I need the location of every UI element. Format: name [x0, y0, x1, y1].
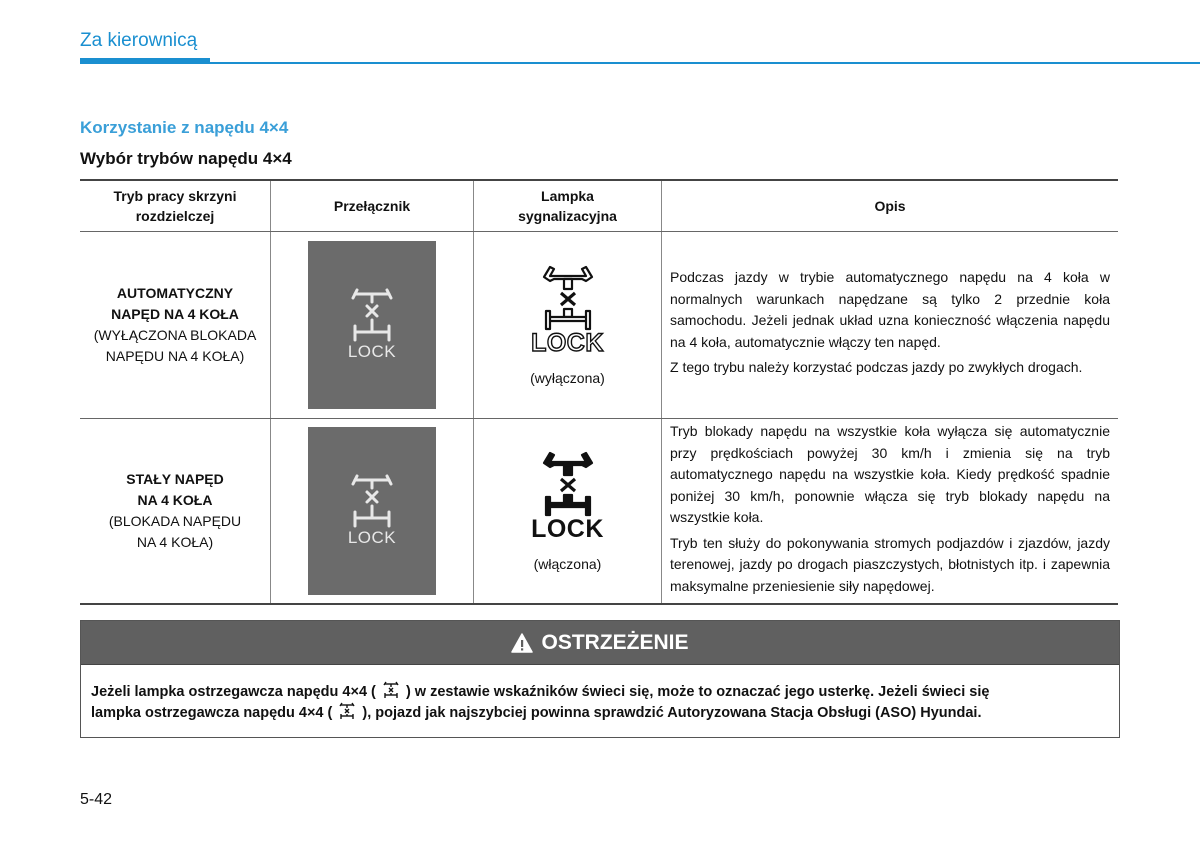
warning-text-part: Jeżeli lampka ostrzegawcza napędu 4×4 (	[91, 684, 376, 700]
header-switch: Przełącznik	[271, 180, 474, 232]
lamp-caption: (włączona)	[533, 555, 602, 572]
section-title: Korzystanie z napędu 4×4	[80, 118, 289, 137]
4wd-lock-indicator-icon	[542, 265, 594, 331]
header-rule-accent	[80, 58, 210, 64]
warning-header	[81, 621, 1119, 665]
page-number: 5-42	[80, 791, 113, 808]
4wd-warning-icon	[383, 681, 399, 699]
subsection-title: Wybór trybów napędu 4×4	[80, 149, 292, 168]
drive-modes-table	[80, 179, 1118, 605]
lamp-lock-label: LOCK	[531, 328, 604, 357]
running-header: Za kierownicą	[80, 30, 198, 51]
mode-sub-line1: (WYŁĄCZONA BLOKADA	[93, 327, 257, 343]
4wd-warning-icon	[339, 702, 355, 720]
switch-cell	[271, 419, 474, 605]
warning-title: OSTRZEŻENIE	[541, 630, 689, 654]
header-lamp	[474, 180, 662, 232]
header-lamp-line1: Lampka	[541, 188, 594, 204]
warning-box	[80, 620, 1120, 738]
mode-name-line1: AUTOMATYCZNY	[116, 285, 234, 301]
header-mode	[80, 180, 271, 232]
table-row	[80, 419, 1118, 605]
desc-cell	[662, 232, 1119, 419]
warning-text-part: ) w zestawie wskaźników świeci się, może to oznaczać jego usterkę. Jeżeli świeci się	[405, 684, 990, 700]
4wd-lock-switch	[308, 427, 436, 595]
warning-text-part: lampka ostrzegawcza napędu 4×4 (	[91, 705, 333, 721]
table-row	[80, 232, 1118, 419]
header-mode-line1: Tryb pracy skrzyni	[113, 188, 237, 204]
desc-paragraph: Tryb blokady napędu na wszystkie koła wyłącza się automatycznie przy prędkościach powyżej 30 km/h i zmienia się na tryb automatycznego napędu na wszystkie koła. Kiedy prędkość spadnie poniżej 30 km/h, ponownie włącza się tryb blokady napędu na wszystkie koła.	[670, 423, 1110, 525]
4wd-lock-icon	[349, 288, 395, 344]
mode-sub-line2: NAPĘDU NA 4 KOŁA)	[105, 348, 245, 364]
mode-name-line2: NA 4 KOŁA	[137, 492, 213, 508]
header-rule	[80, 62, 1200, 64]
4wd-lock-switch	[308, 241, 436, 409]
lamp-caption: (wyłączona)	[530, 369, 605, 386]
mode-cell	[80, 419, 271, 605]
desc-paragraph: Z tego trybu należy korzystać podczas jazdy po zwykłych drogach.	[670, 359, 1083, 376]
desc-paragraph: Podczas jazdy w trybie automatycznego napędu na 4 koła w normalnych warunkach napędzane są tylko 2 przednie koła samochodu. Jeżeli jednak układ uzna konieczność włączenia napędu na 4 koła, automatycznie włączy ten napęd.	[670, 269, 1110, 350]
switch-cell	[271, 232, 474, 419]
4wd-lock-icon	[349, 474, 395, 530]
warning-text	[81, 665, 1119, 723]
table-header-row	[80, 180, 1118, 232]
warning-triangle-icon	[511, 633, 533, 653]
header-lamp-line2: sygnalizacyjna	[518, 208, 617, 224]
mode-name-line2: NAPĘD NA 4 KOŁA	[111, 306, 239, 322]
switch-lock-label: LOCK	[347, 528, 397, 547]
mode-name-line1: STAŁY NAPĘD	[126, 471, 224, 487]
lamp-lock-label: LOCK	[531, 514, 604, 543]
4wd-lock-indicator-icon	[542, 451, 594, 517]
desc-cell	[662, 419, 1119, 605]
mode-sub-line2: NA 4 KOŁA)	[136, 534, 214, 550]
header-mode-line2: rozdzielczej	[135, 208, 215, 224]
lamp-cell	[474, 232, 662, 419]
desc-paragraph: Tryb ten służy do pokonywania stromych podjazdów i zjazdów, jazdy terenowej, jazdy po drogach piaszczystych, błotnistych itp. i zapewnia maksymalne przeniesienie siły napędowej.	[670, 534, 1110, 594]
mode-cell	[80, 232, 271, 419]
warning-text-part: ), pojazd jak najszybciej powinna sprawdzić Autoryzowana Stacja Obsługi (ASO) Hyundai.	[362, 705, 982, 721]
lamp-cell	[474, 419, 662, 605]
switch-lock-label: LOCK	[347, 342, 397, 361]
header-desc: Opis	[662, 180, 1119, 232]
mode-sub-line1: (BLOKADA NAPĘDU	[108, 513, 242, 529]
